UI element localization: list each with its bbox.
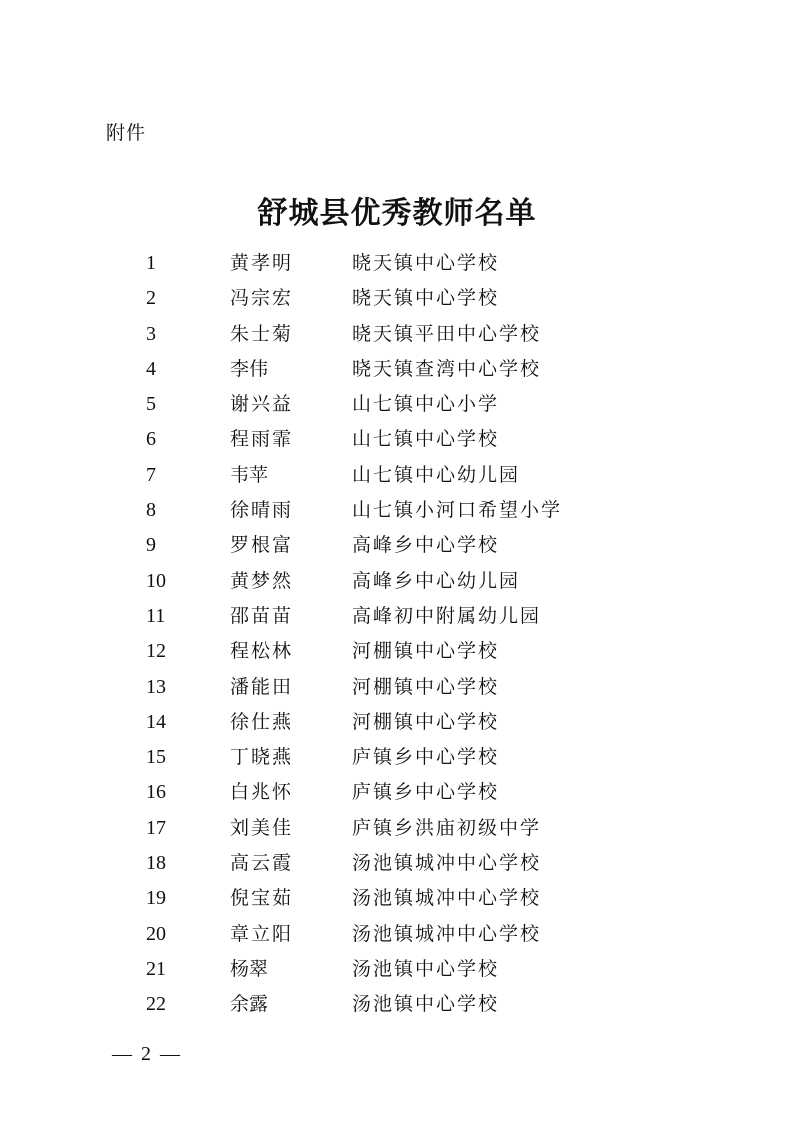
page-title: 舒城县优秀教师名单 xyxy=(257,196,537,232)
teacher-name: 黄孝明 xyxy=(230,252,294,274)
teacher-name: 潘能田 xyxy=(230,675,294,698)
teacher-number: 17 xyxy=(146,816,166,839)
teacher-name: 徐晴雨 xyxy=(230,499,294,522)
teacher-school: 庐镇乡洪庙初级中学 xyxy=(352,816,542,839)
page-number: — 2 — xyxy=(112,1043,182,1065)
teacher-row xyxy=(0,422,794,457)
teacher-school: 山七镇中心小学 xyxy=(352,393,500,416)
teacher-row xyxy=(0,775,794,810)
teacher-number: 10 xyxy=(146,569,166,592)
teacher-row xyxy=(0,352,794,387)
teacher-row xyxy=(0,317,794,352)
teacher-school: 河棚镇中心学校 xyxy=(352,710,500,733)
teacher-row xyxy=(0,811,794,846)
teacher-school: 汤池镇中心学校 xyxy=(352,993,500,1016)
teacher-row xyxy=(0,246,794,281)
teacher-school: 河棚镇中心学校 xyxy=(352,675,500,698)
teacher-number: 7 xyxy=(146,463,156,486)
teacher-number: 9 xyxy=(146,534,156,557)
teacher-name: 章立阳 xyxy=(230,922,294,945)
teacher-number: 13 xyxy=(146,675,166,698)
teacher-number: 4 xyxy=(146,357,156,380)
teacher-name: 冯宗宏 xyxy=(230,287,294,310)
teacher-name: 朱士菊 xyxy=(230,322,294,345)
teacher-number: 2 xyxy=(146,287,156,310)
teacher-name: 高云霞 xyxy=(230,852,294,875)
teacher-school: 庐镇乡中心学校 xyxy=(352,781,500,804)
teacher-school: 晓天镇中心学校 xyxy=(352,287,500,310)
teacher-school: 庐镇乡中心学校 xyxy=(352,746,500,769)
teacher-name: 李伟 xyxy=(230,357,269,380)
teacher-number: 1 xyxy=(146,252,156,274)
teacher-school: 高峰乡中心学校 xyxy=(352,534,500,557)
teacher-school: 汤池镇城冲中心学校 xyxy=(352,852,542,875)
teacher-row xyxy=(0,387,794,422)
teacher-name: 余露 xyxy=(230,993,269,1016)
teacher-row xyxy=(0,493,794,528)
teacher-row xyxy=(0,281,794,316)
teacher-number: 6 xyxy=(146,428,156,451)
teacher-number: 12 xyxy=(146,640,166,663)
teacher-name: 丁晓燕 xyxy=(230,746,294,769)
teacher-row xyxy=(0,564,794,599)
teacher-row xyxy=(0,705,794,740)
teacher-row xyxy=(0,458,794,493)
teacher-row xyxy=(0,634,794,669)
teacher-row xyxy=(0,952,794,987)
teacher-number: 15 xyxy=(146,746,166,769)
teacher-school: 汤池镇城冲中心学校 xyxy=(352,887,542,910)
teacher-row xyxy=(0,528,794,563)
teacher-name: 徐仕燕 xyxy=(230,710,294,733)
teacher-row xyxy=(0,599,794,634)
teacher-number: 11 xyxy=(146,604,166,627)
teacher-school: 山七镇中心幼儿园 xyxy=(352,463,521,486)
teacher-name: 倪宝茹 xyxy=(230,887,294,910)
teacher-school: 河棚镇中心学校 xyxy=(352,640,500,663)
teacher-school: 山七镇中心学校 xyxy=(352,428,500,451)
teacher-row xyxy=(0,987,794,1022)
teacher-number: 21 xyxy=(146,957,166,980)
teacher-school: 汤池镇城冲中心学校 xyxy=(352,922,542,945)
teacher-school: 汤池镇中心学校 xyxy=(352,957,500,980)
teacher-school: 晓天镇中心学校 xyxy=(352,252,500,274)
teacher-row xyxy=(0,917,794,952)
teacher-name: 白兆怀 xyxy=(230,781,294,804)
teacher-row xyxy=(0,881,794,916)
teacher-number: 16 xyxy=(146,781,166,804)
teacher-row xyxy=(0,740,794,775)
teacher-name: 刘美佳 xyxy=(230,816,294,839)
teacher-number: 3 xyxy=(146,322,156,345)
teacher-number: 20 xyxy=(146,922,166,945)
teacher-row xyxy=(0,846,794,881)
teacher-name: 罗根富 xyxy=(230,534,294,557)
teacher-list xyxy=(0,246,794,1023)
teacher-name: 邵苗苗 xyxy=(230,604,294,627)
teacher-name: 黄梦然 xyxy=(230,569,294,592)
teacher-name: 程雨霏 xyxy=(230,428,294,451)
teacher-number: 14 xyxy=(146,710,166,733)
teacher-number: 8 xyxy=(146,499,156,522)
teacher-number: 22 xyxy=(146,993,166,1016)
teacher-school: 高峰初中附属幼儿园 xyxy=(352,604,542,627)
teacher-name: 谢兴益 xyxy=(230,393,294,416)
teacher-name: 韦苹 xyxy=(230,463,269,486)
attachment-label: 附件 xyxy=(106,122,147,144)
teacher-school: 高峰乡中心幼儿园 xyxy=(352,569,521,592)
teacher-number: 19 xyxy=(146,887,166,910)
teacher-name: 程松林 xyxy=(230,640,294,663)
teacher-row xyxy=(0,670,794,705)
teacher-number: 18 xyxy=(146,852,166,875)
teacher-school: 晓天镇查湾中心学校 xyxy=(352,357,542,380)
teacher-name: 杨翠 xyxy=(230,957,269,980)
teacher-school: 晓天镇平田中心学校 xyxy=(352,322,542,345)
teacher-number: 5 xyxy=(146,393,156,416)
teacher-school: 山七镇小河口希望小学 xyxy=(352,499,563,522)
